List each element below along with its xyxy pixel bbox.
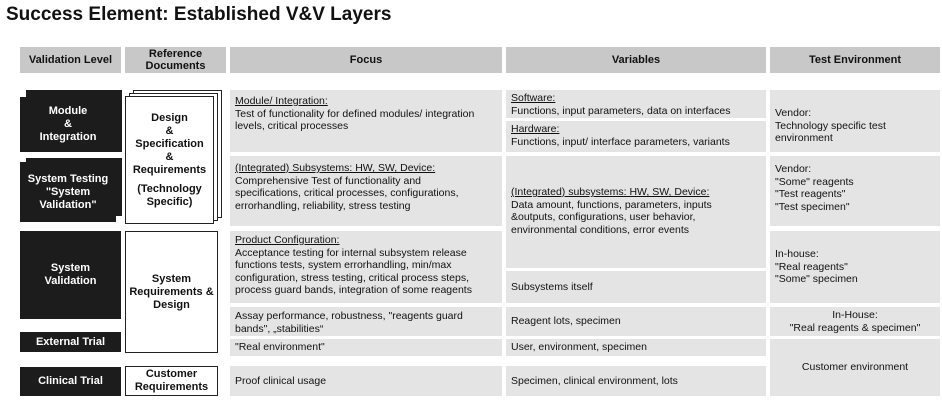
env-line: In-House: [832,309,878,321]
focus-line: Acceptance testing for internal subsystem release [235,246,467,259]
variables-software [506,90,766,118]
focus-heading: Module/ Integration: [235,95,328,107]
env-line: environment [775,132,833,144]
header-variables: Variables [506,47,766,73]
variables-subsystems [506,156,766,268]
env-inhouse-real-reagents [770,231,940,303]
variables-line: Functions, input parameters, data on interfaces [511,104,731,117]
level-line: Integration [39,131,97,143]
focus-module-integration [230,90,502,152]
level-system-testing [20,162,116,222]
env-line: In-house: [775,248,819,260]
level-line: System Testing [27,172,109,185]
focus-line: Comprehensive Test of functionality and [235,174,421,187]
variables-reagent-lots: Reagent lots, specimen [506,307,766,336]
variables-user-environment: User, environment, specimen [506,339,766,356]
env-line: Vendor: [775,107,812,119]
focus-line: Test of functionality for defined modules/ integration [235,107,475,120]
env-customer: Customer environment [770,339,940,396]
level-module-integration [20,97,116,152]
env-line: "Some" specimen [775,273,858,285]
ref-line: (Technology [137,182,202,195]
env-line: Technology specific test [775,119,886,132]
variables-hardware [506,121,766,152]
variables-subsystems-itself: Subsystems itself [506,271,766,303]
header-ref-line: Reference [148,48,203,60]
focus-clinical-usage: Proof clinical usage [230,366,502,396]
level-clinical-trial: Clinical Trial [20,367,121,396]
focus-real-environment: "Real environment" [230,339,502,356]
level-line: Validation [44,275,97,287]
env-line: "Real reagents" [775,260,848,273]
focus-line: configuration, stress testing, critical process steps, [235,271,470,284]
focus-line: specifications, critical processes, configurations, [235,187,459,199]
header-reference-documents [125,47,226,73]
focus-line: levels, critical processes [235,120,349,132]
env-line: "Test specimen" [775,200,850,213]
header-validation-level: Validation Level [20,47,121,73]
level-line: System [50,262,91,274]
variables-heading: (Integrated) subsystems: HW, SW, Device: [511,186,710,198]
focus-line: functions tests, system errorhandling, min/max [235,259,452,271]
variables-line: Data amount, functions, parameters, inputs [511,198,712,211]
focus-subsystems [230,156,502,226]
ref-line: Design [153,298,190,311]
ref-system-requirements [125,231,218,353]
ref-line: Customer [145,368,198,380]
level-line: "System [45,185,91,198]
variables-heading: Hardware: [511,123,560,135]
focus-assay-performance [230,307,502,336]
level-line: Validation" [39,198,97,211]
env-inhouse-real-specimen [770,307,940,336]
header-test-environment: Test Environment [770,47,940,73]
focus-line: Assay performance, robustness, "reagents guard [235,310,463,322]
ref-line: Design [151,111,188,124]
variables-line: environmental conditions, error events [511,223,690,236]
ref-line: Requirements [134,381,209,393]
ref-line: Specific) [146,195,193,208]
ref-line: & [165,150,174,163]
env-line: "Some" reagents [775,175,854,188]
variables-line: &outputs, configurations, user behavior, [511,211,696,223]
focus-heading: (Integrated) Subsystems: HW, SW, Device: [235,162,436,174]
focus-line: errorhandling, reliability, stress testing [235,199,411,212]
header-focus: Focus [230,47,502,73]
env-vendor-technology [770,90,940,152]
ref-line: & [165,124,174,137]
ref-line: Requirements & [129,285,214,298]
variables-heading: Software: [511,92,556,104]
level-system-validation [20,231,121,319]
level-line: Module [48,105,88,117]
ref-design-specification [125,96,214,224]
variables-clinical: Specimen, clinical environment, lots [506,366,766,396]
level-line: & [64,118,72,130]
env-vendor-reagents [770,156,940,226]
env-line: "Test reagents" [775,188,846,200]
ref-line: System [151,272,192,285]
header-ref-line: Documents [145,60,206,72]
ref-customer-requirements [125,366,218,396]
focus-line: bands", „stabilities“ [235,322,324,335]
level-external-trial: External Trial [20,332,121,352]
env-line: "Real reagents & specimen" [789,321,921,334]
env-line: Vendor: [775,163,812,175]
page-title: Success Element: Established V&V Layers [6,4,392,25]
focus-product-configuration [230,231,502,303]
focus-heading: Product Configuration: [235,234,340,246]
variables-line: Functions, input/ interface parameters, variants [511,135,730,148]
ref-line: Requirements [132,163,207,176]
focus-line: process guard bands, integration of some reagents [235,284,472,296]
ref-line: Specification [135,137,204,150]
